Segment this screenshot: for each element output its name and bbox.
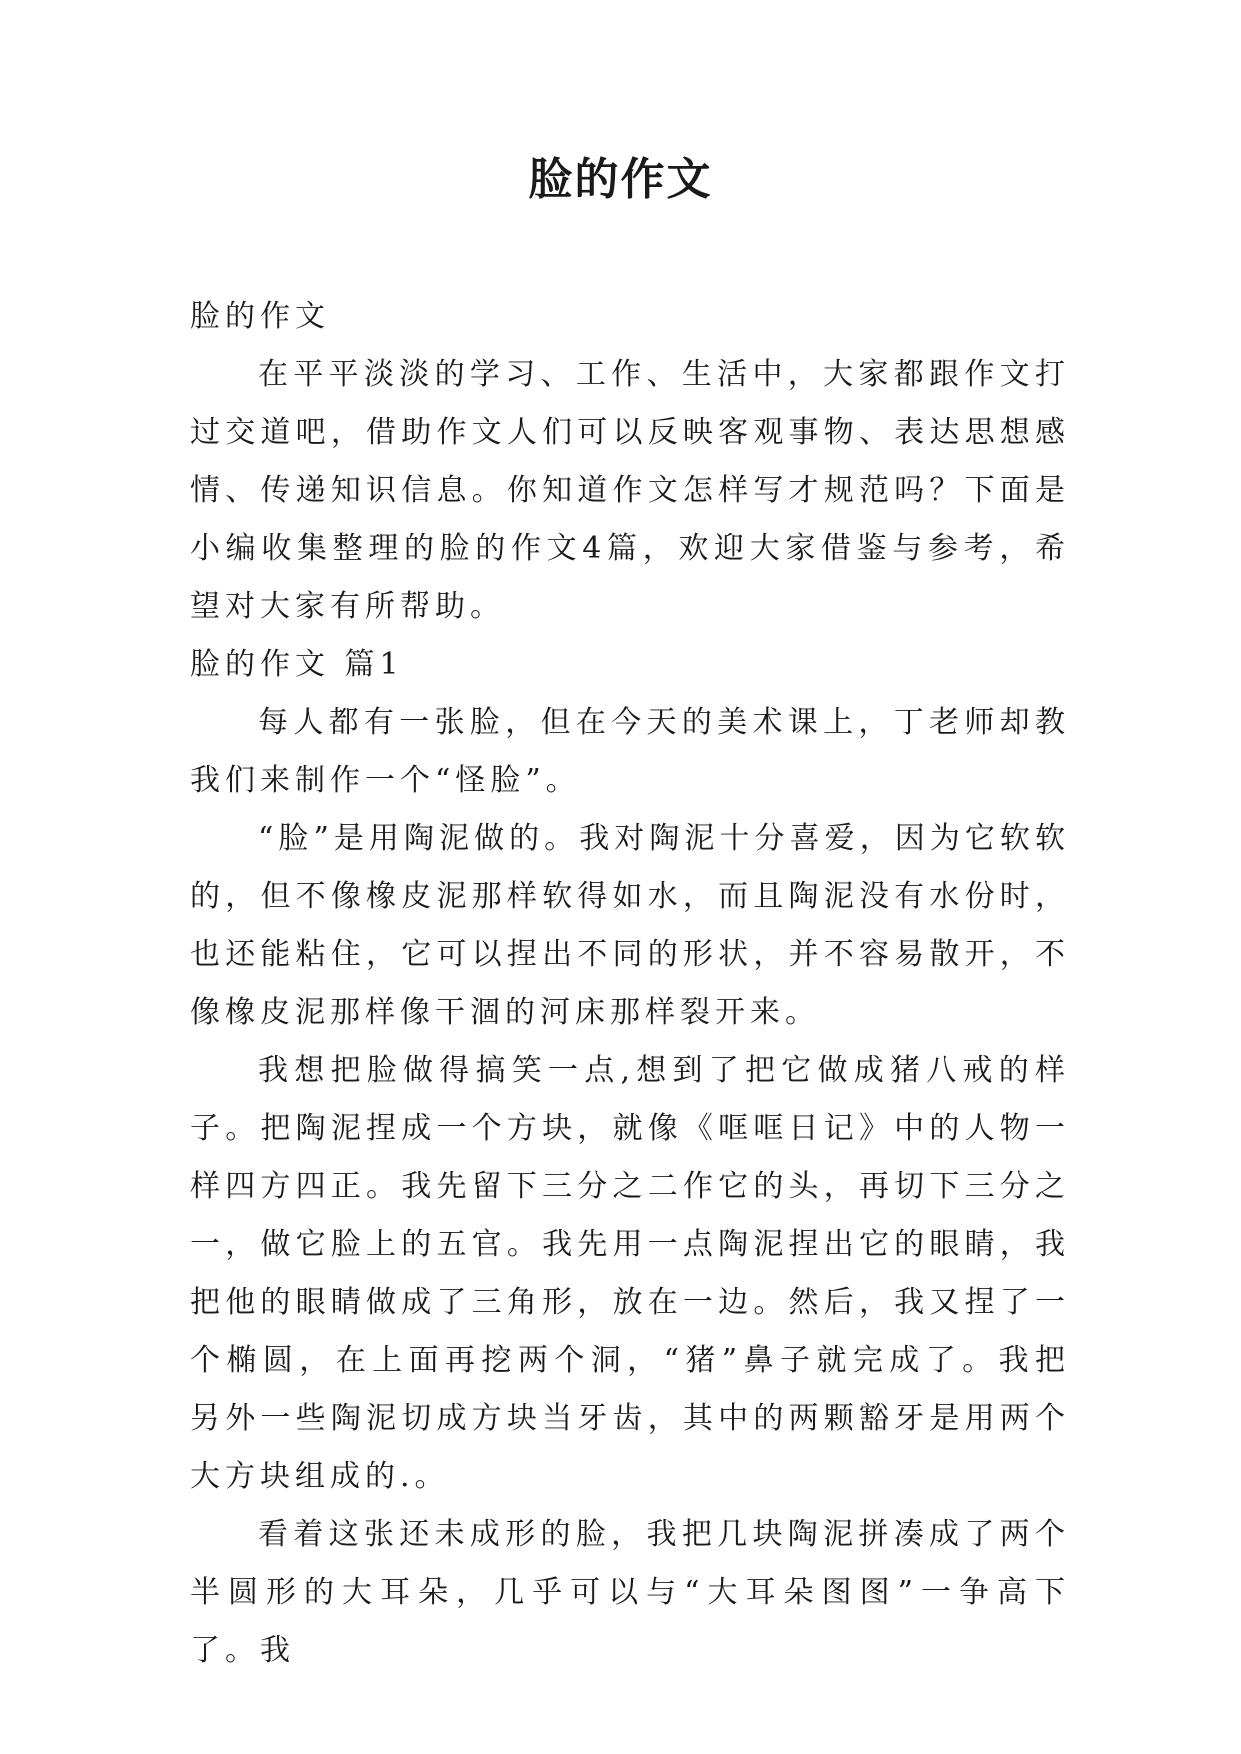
document-title: 脸的作文 [528, 154, 713, 205]
body-paragraph: “脸”是用陶泥做的。我对陶泥十分喜爱，因为它软软的，但不像橡皮泥那样软得如水，而且陶泥没有水份时，也还能粘住，它可以捏出不同的形状，并不容易散开，不像橡皮泥那样像干涸的河床那样裂开来。 [190, 821, 1070, 1030]
document-body [190, 288, 1070, 1680]
body-paragraph: 每人都有一张脸，但在今天的美术课上，丁老师却教我们来制作一个“怪脸”。 [190, 705, 1070, 798]
section-heading: 脸的作文 篇1 [190, 647, 404, 682]
body-paragraph: 看着这张还未成形的脸，我把几块陶泥拼凑成了两个半圆形的大耳朵，几乎可以与“大耳朵图图”一争高下了。我 [190, 1517, 1070, 1668]
section-heading: 脸的作文 [190, 299, 330, 334]
intro-paragraph: 在平平淡淡的学习、工作、生活中，大家都跟作文打过交道吧，借助作文人们可以反映客观事物、表达思想感情、传递知识信息。你知道作文怎样写才规范吗？下面是小编收集整理的脸的作文4篇，欢迎大家借鉴与参考，希望对大家有所帮助。 [190, 357, 1070, 624]
body-paragraph: 我想把脸做得搞笑一点,想到了把它做成猪八戒的样子。把陶泥捏成一个方块，就像《哐哐日记》中的人物一样四方四正。我先留下三分之二作它的头，再切下三分之一，做它脸上的五官。我先用一点陶泥捏出它的眼睛，我把他的眼睛做成了三角形，放在一边。然后，我又捏了一个椭圆，在上面再挖两个洞，“猪”鼻子就完成了。我把另外一些陶泥切成方块当牙齿，其中的两颗豁牙是用两个大方块组成的.。 [190, 1053, 1070, 1494]
